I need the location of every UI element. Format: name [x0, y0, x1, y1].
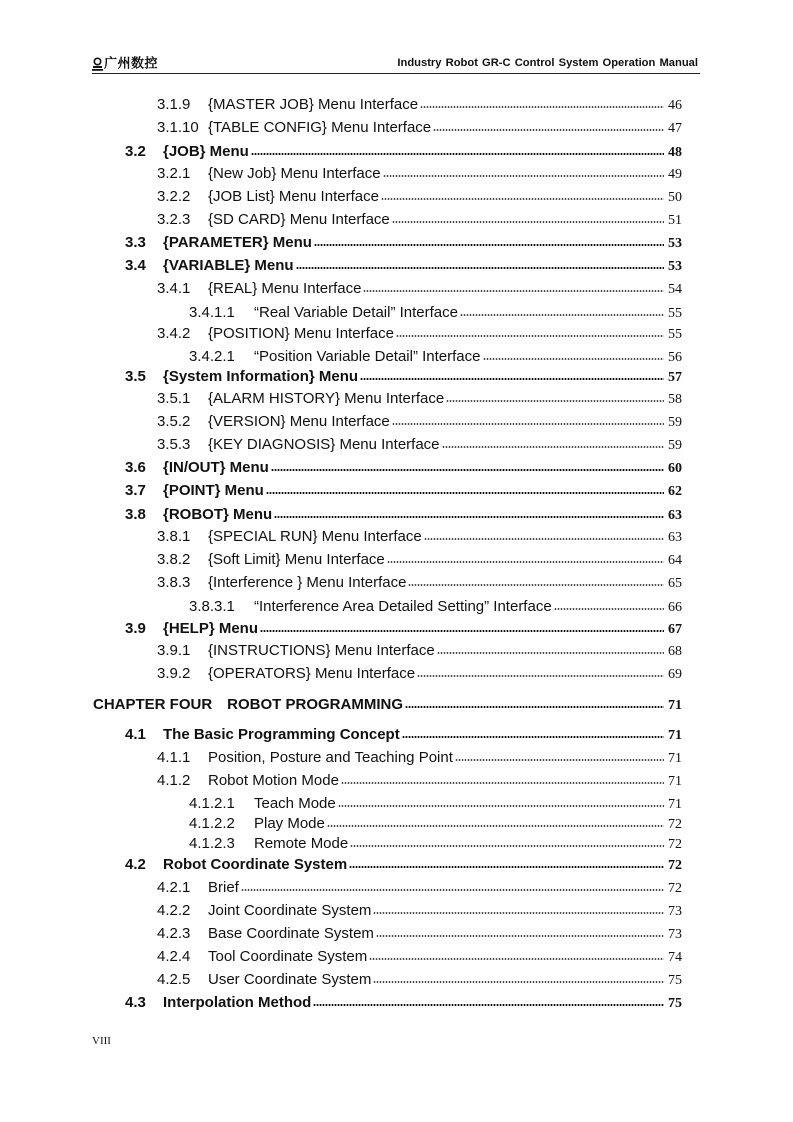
dot-leader — [437, 651, 664, 655]
toc-entry-title: Tool Coordinate System — [208, 948, 368, 965]
toc-entry[interactable] — [157, 211, 682, 229]
toc-entry-number: 4.2.5 — [157, 971, 191, 988]
toc-entry-number: 3.3 — [125, 234, 146, 251]
toc-entry-number: 3.5.3 — [157, 436, 191, 453]
toc-entry-page-number: 69 — [668, 667, 682, 682]
toc-entry-title: {ALARM HISTORY} Menu Interface — [208, 390, 445, 407]
toc-entry-page-number: 64 — [668, 553, 682, 568]
toc-entry-title: Interpolation Method — [163, 994, 312, 1011]
toc-entry-title: {System Information} Menu — [163, 368, 359, 385]
toc-entry[interactable] — [125, 257, 682, 275]
toc-entry-page-number: 71 — [668, 797, 682, 812]
toc-entry-page-number: 66 — [668, 600, 682, 615]
toc-entry-page-number: 55 — [668, 327, 682, 342]
dot-leader — [260, 629, 664, 633]
manual-title: Industry Robot GR-C Control System Operation Manual — [397, 57, 698, 69]
toc-entry-page-number: 48 — [668, 145, 682, 160]
dot-leader — [392, 422, 664, 426]
toc-entry-title: {VARIABLE} Menu — [163, 257, 294, 274]
toc-entry-title: {POSITION} Menu Interface — [208, 325, 394, 342]
toc-entry[interactable] — [189, 348, 682, 366]
toc-entry-page-number: 50 — [668, 190, 682, 205]
toc-entry-title: “Position Variable Detail” Interface — [254, 348, 481, 365]
toc-entry[interactable] — [125, 368, 682, 386]
toc-entry-title: {SD CARD} Menu Interface — [208, 211, 390, 228]
dot-leader — [420, 105, 664, 109]
toc-entry-page-number: 73 — [668, 904, 682, 919]
toc-entry-title: Position, Posture and Teaching Point — [208, 749, 453, 766]
dot-leader — [373, 911, 664, 915]
toc-entry-page-number: 71 — [668, 751, 682, 766]
toc-entry-number: 3.8.3.1 — [189, 598, 235, 615]
dot-leader — [408, 583, 664, 587]
toc-entry-number: 3.7 — [125, 482, 146, 499]
toc-entry[interactable] — [157, 665, 682, 683]
toc-entry-number: 3.5.2 — [157, 413, 191, 430]
dot-leader — [266, 491, 664, 495]
toc-entry[interactable] — [157, 119, 682, 137]
toc-entry-number: 4.2.1 — [157, 879, 191, 896]
toc-entry[interactable] — [125, 620, 682, 638]
toc-entry-page-number: 72 — [668, 837, 682, 852]
toc-entry-title: {INSTRUCTIONS} Menu Interface — [208, 642, 435, 659]
dot-leader — [405, 705, 664, 709]
toc-entry-number: 3.6 — [125, 459, 146, 476]
toc-entry-page-number: 57 — [668, 370, 682, 385]
toc-entry-number: 4.1.2 — [157, 772, 191, 789]
toc-entry-page-number: 47 — [668, 121, 682, 136]
toc-entry-title: {JOB List} Menu Interface — [208, 188, 379, 205]
toc-entry-title: {REAL} Menu Interface — [208, 280, 362, 297]
toc-entry-number: 3.5 — [125, 368, 146, 385]
dot-leader — [383, 174, 664, 178]
toc-entry-number: 3.8.2 — [157, 551, 191, 568]
toc-entry-title: {KEY DIAGNOSIS} Menu Interface — [208, 436, 440, 453]
toc-entry-number: 3.5.1 — [157, 390, 191, 407]
toc-entry-number: 3.9 — [125, 620, 146, 637]
dot-leader — [424, 537, 664, 541]
toc-entry-title: User Coordinate System — [208, 971, 372, 988]
toc-entry-title: {SPECIAL RUN} Menu Interface — [208, 528, 422, 545]
toc-entry[interactable] — [189, 815, 682, 833]
toc-entry-number: 4.1.2.1 — [189, 795, 235, 812]
dot-leader — [350, 844, 664, 848]
toc-entry[interactable] — [157, 749, 682, 767]
toc-entry-page-number: 71 — [668, 698, 682, 713]
toc-entry-number: 3.4.2 — [157, 325, 191, 342]
toc-entry-number: 3.8.1 — [157, 528, 191, 545]
toc-entry-number: 4.2.2 — [157, 902, 191, 919]
dot-leader — [396, 334, 664, 338]
dot-leader — [387, 560, 664, 564]
toc-entry-number: 3.9.1 — [157, 642, 191, 659]
toc-entry[interactable] — [125, 994, 682, 1012]
toc-entry-title: {PARAMETER} Menu — [163, 234, 312, 251]
toc-entry-title: Teach Mode — [254, 795, 336, 812]
toc-entry-title: {HELP} Menu — [163, 620, 259, 637]
toc-entry-page-number: 55 — [668, 306, 682, 321]
toc-entry-number: 4.1.2.2 — [189, 815, 235, 832]
toc-entry[interactable] — [157, 528, 682, 546]
toc-entry-page-number: 67 — [668, 622, 682, 637]
toc-entry-number: 4.2.4 — [157, 948, 191, 965]
toc-entry-number: 3.4.1 — [157, 280, 191, 297]
dot-leader — [455, 758, 664, 762]
toc-entry-number: 3.9.2 — [157, 665, 191, 682]
dot-leader — [373, 980, 664, 984]
toc-entry-page-number: 60 — [668, 461, 682, 476]
toc-entry[interactable] — [125, 234, 682, 252]
toc-entry-number: 3.2.3 — [157, 211, 191, 228]
toc-entry-page-number: 71 — [668, 728, 682, 743]
toc-entry-number: 3.4.2.1 — [189, 348, 235, 365]
toc-entry-title: {OPERATORS} Menu Interface — [208, 665, 416, 682]
dot-leader — [554, 607, 664, 611]
toc-entry-page-number: 59 — [668, 438, 682, 453]
toc-entry[interactable] — [125, 856, 682, 874]
toc-entry[interactable] — [157, 971, 682, 989]
dot-leader — [274, 515, 664, 519]
toc-entry-page-number: 63 — [668, 508, 682, 523]
toc-entry[interactable] — [125, 482, 682, 500]
dot-leader — [402, 735, 664, 739]
toc-entry-number: 4.2 — [125, 856, 146, 873]
toc-entry-title: ROBOT PROGRAMMING — [227, 696, 403, 713]
dot-leader — [349, 865, 664, 869]
toc-entry-page-number: 73 — [668, 927, 682, 942]
dot-leader — [483, 357, 665, 361]
toc-entry-page-number: 53 — [668, 236, 682, 251]
toc-entry-title: Robot Coordinate System — [163, 856, 348, 873]
dot-leader — [313, 1003, 664, 1007]
toc-entry-title: {POINT} Menu — [163, 482, 264, 499]
toc-entry-title: “Interference Area Detailed Setting” Interface — [254, 598, 552, 615]
toc-entry[interactable] — [157, 280, 682, 298]
toc-entry-title: Play Mode — [254, 815, 325, 832]
toc-entry-page-number: 56 — [668, 350, 682, 365]
page-folio: VIII — [92, 1035, 111, 1047]
toc-entry[interactable] — [157, 642, 682, 660]
dot-leader — [296, 266, 664, 270]
toc-entry-number: 4.1 — [125, 726, 146, 743]
toc-entry-page-number: 72 — [668, 858, 682, 873]
toc-entry-number: 3.4.1.1 — [189, 304, 235, 321]
toc-entry[interactable] — [189, 835, 682, 853]
toc-entry[interactable] — [157, 325, 682, 343]
toc-entry-title: {VERSION} Menu Interface — [208, 413, 390, 430]
toc-entry-page-number: 62 — [668, 484, 682, 499]
toc-entry-number: 3.8.3 — [157, 574, 191, 591]
toc-entry-title: Base Coordinate System — [208, 925, 374, 942]
toc-entry-number: 4.3 — [125, 994, 146, 1011]
dot-leader — [392, 220, 664, 224]
dot-leader — [381, 197, 664, 201]
toc-entry-page-number: 58 — [668, 392, 682, 407]
dot-leader — [446, 399, 664, 403]
toc-entry-page-number: 49 — [668, 167, 682, 182]
toc-entry-number: 3.2 — [125, 143, 146, 160]
dot-leader — [460, 313, 664, 317]
toc-entry[interactable] — [157, 574, 682, 592]
dot-leader — [327, 824, 664, 828]
toc-entry-page-number: 75 — [668, 973, 682, 988]
toc-entry-title: {IN/OUT} Menu — [163, 459, 269, 476]
dot-leader — [241, 888, 664, 892]
dot-leader — [433, 128, 664, 132]
toc-entry[interactable] — [157, 96, 682, 114]
dot-leader — [314, 243, 664, 247]
toc-entry-title: {TABLE CONFIG} Menu Interface — [208, 119, 432, 136]
toc-entry[interactable] — [157, 390, 682, 408]
toc-entry-page-number: 68 — [668, 644, 682, 659]
toc-entry-title: {ROBOT} Menu — [163, 506, 273, 523]
toc-entry[interactable] — [125, 459, 682, 477]
toc-entry-title: Robot Motion Mode — [208, 772, 339, 789]
toc-entry-title: Remote Mode — [254, 835, 349, 852]
toc-entry-page-number: 53 — [668, 259, 682, 274]
toc-entry-page-number: 51 — [668, 213, 682, 228]
toc-entry[interactable] — [157, 551, 682, 569]
toc-entry-page-number: 71 — [668, 774, 682, 789]
toc-entry-page-number: 72 — [668, 881, 682, 896]
toc-entry[interactable] — [157, 188, 682, 206]
toc-entry-title: “Real Variable Detail” Interface — [254, 304, 458, 321]
toc-entry-title: The Basic Programming Concept — [163, 726, 400, 743]
toc-entry-title: Joint Coordinate System — [208, 902, 372, 919]
toc-entry-title: {Interference } Menu Interface — [208, 574, 407, 591]
toc-entry-number: 3.4 — [125, 257, 146, 274]
logo-text: 广州数控 — [104, 55, 159, 71]
dot-leader — [376, 934, 664, 938]
toc-entry[interactable] — [157, 948, 682, 966]
toc-entry-number: 3.2.2 — [157, 188, 191, 205]
toc-entry[interactable] — [189, 598, 682, 616]
toc-entry[interactable] — [157, 436, 682, 454]
toc-entry-page-number: 74 — [668, 950, 682, 965]
toc-entry-number: 4.1.2.3 — [189, 835, 235, 852]
toc-entry[interactable] — [157, 772, 682, 790]
toc-entry[interactable] — [125, 506, 682, 524]
toc-entry-page-number: 59 — [668, 415, 682, 430]
toc-entry-number: 3.1.10 — [157, 119, 199, 136]
toc-entry-number: 3.8 — [125, 506, 146, 523]
toc-entry[interactable] — [157, 165, 682, 183]
toc-entry[interactable] — [157, 925, 682, 943]
toc-entry-title: {JOB} Menu — [163, 143, 249, 160]
toc-entry-number: 3.2.1 — [157, 165, 191, 182]
toc-entry-number: CHAPTER FOUR — [93, 696, 213, 713]
toc-entry[interactable] — [189, 795, 682, 813]
toc-entry[interactable] — [157, 879, 682, 897]
toc-entry-title: {New Job} Menu Interface — [208, 165, 381, 182]
toc-entry[interactable] — [189, 304, 682, 322]
toc-entry[interactable] — [125, 143, 682, 161]
toc-entry-title: {Soft Limit} Menu Interface — [208, 551, 385, 568]
toc-entry-number: 4.1.1 — [157, 749, 191, 766]
dot-leader — [341, 781, 664, 785]
toc-entry[interactable] — [125, 726, 682, 744]
toc-entry-title: Brief — [208, 879, 239, 896]
toc-entry-page-number: 75 — [668, 996, 682, 1011]
dot-leader — [338, 804, 664, 808]
toc-entry-number: 4.2.3 — [157, 925, 191, 942]
dot-leader — [417, 674, 664, 678]
toc-entry-page-number: 63 — [668, 530, 682, 545]
dot-leader — [369, 957, 664, 961]
toc-entry[interactable] — [157, 902, 682, 920]
toc-entry-page-number: 46 — [668, 98, 682, 113]
toc-entry-page-number: 65 — [668, 576, 682, 591]
toc-entry-page-number: 54 — [668, 282, 682, 297]
toc-entry-title: {MASTER JOB} Menu Interface — [208, 96, 419, 113]
toc-entry-number: 3.1.9 — [157, 96, 191, 113]
dot-leader — [442, 445, 664, 449]
dot-leader — [363, 289, 664, 293]
toc-entry[interactable] — [93, 696, 682, 714]
toc-entry-page-number: 72 — [668, 817, 682, 832]
toc-entry[interactable] — [157, 413, 682, 431]
dot-leader — [360, 377, 664, 381]
dot-leader — [271, 468, 664, 472]
dot-leader — [251, 152, 664, 156]
